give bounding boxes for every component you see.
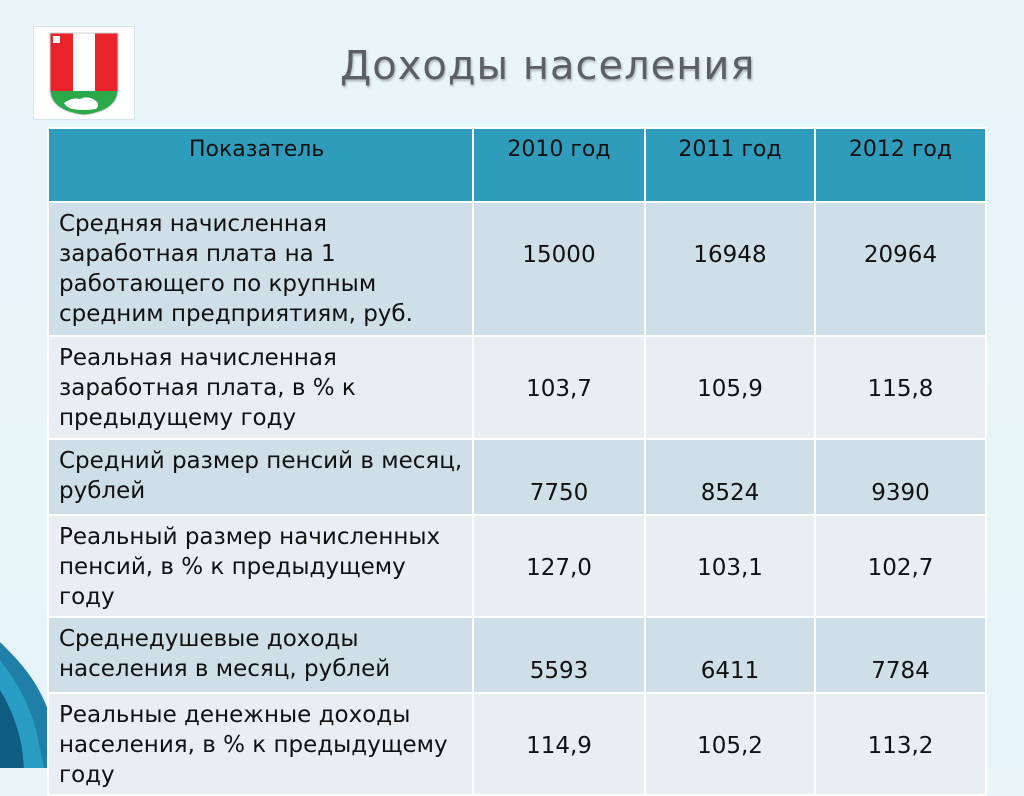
cell-2012: 7784 — [815, 617, 986, 693]
cell-2011: 8524 — [645, 439, 815, 515]
cell-2012: 102,7 — [815, 515, 986, 617]
cell-2010: 7750 — [473, 439, 645, 515]
row-label: Реальный размер начисленных пенсий, в % к предыдущему году — [48, 515, 473, 617]
cell-2012: 113,2 — [815, 693, 986, 795]
page-title: Доходы населения — [340, 43, 756, 89]
row-label: Средняя начисленная заработная плата на 1 работающего по крупным средним предприятиям, руб. — [48, 202, 473, 336]
table-row — [48, 202, 986, 336]
coat-of-arms-icon — [33, 26, 135, 120]
cell-2012: 20964 — [815, 202, 986, 336]
row-label: Реальная начисленная заработная плата, в % к предыдущему году — [48, 336, 473, 439]
table-row — [48, 617, 986, 693]
table-row — [48, 693, 986, 795]
cell-2010: 127,0 — [473, 515, 645, 617]
cell-2010: 114,9 — [473, 693, 645, 795]
row-label: Реальные денежные доходы населения, в % к предыдущему году — [48, 693, 473, 795]
row-label: Среднедушевые доходы населения в месяц, рублей — [48, 617, 473, 693]
table-row — [48, 336, 986, 439]
cell-2010: 5593 — [473, 617, 645, 693]
table-row — [48, 515, 986, 617]
cell-2012: 9390 — [815, 439, 986, 515]
row-label: Средний размер пенсий в месяц, рублей — [48, 439, 473, 515]
income-table — [47, 127, 987, 796]
cell-2012: 115,8 — [815, 336, 986, 439]
cell-2011: 105,9 — [645, 336, 815, 439]
emblem-shield — [34, 27, 134, 119]
cell-2011: 16948 — [645, 202, 815, 336]
cell-2011: 6411 — [645, 617, 815, 693]
column-header-2010: 2010 год — [473, 128, 645, 202]
table-header-row — [48, 128, 986, 202]
column-header-2011: 2011 год — [645, 128, 815, 202]
cell-2011: 105,2 — [645, 693, 815, 795]
cell-2011: 103,1 — [645, 515, 815, 617]
column-header-2012: 2012 год — [815, 128, 986, 202]
table-row — [48, 439, 986, 515]
cell-2010: 103,7 — [473, 336, 645, 439]
cell-2010: 15000 — [473, 202, 645, 336]
table-container — [47, 127, 985, 788]
column-header-indicator: Показатель — [48, 128, 473, 202]
